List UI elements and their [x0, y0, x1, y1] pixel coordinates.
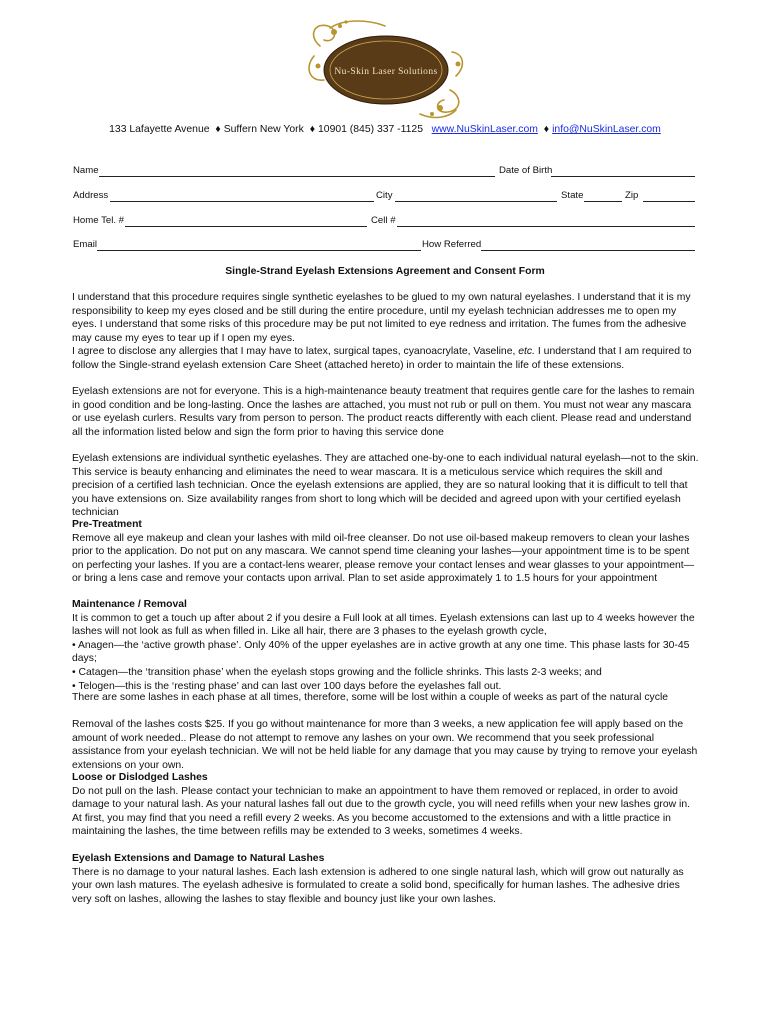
form-title: Single-Strand Eyelash Extensions Agreement and Consent Form [225, 266, 545, 277]
company-logo [300, 16, 470, 122]
cell-field[interactable] [397, 226, 695, 227]
email-link[interactable]: info@NuSkinLaser.com [552, 124, 661, 135]
paragraph-individual-lashes [72, 452, 700, 520]
zip-field[interactable] [643, 201, 695, 202]
section-text: There is no damage to your natural lashes. Each lash extension is adhered to one single natural lash, which will grow out naturally as your own lash matures. The eyelash adhesive is formulated to create a solid bond, specifically for human lashes. The adhesive dries very soft on lashes, allowing the lashes to stay flexible and bouncy just like your own lashes. [72, 866, 684, 905]
city-field[interactable] [395, 201, 557, 202]
email-field[interactable] [97, 250, 421, 251]
section-text: It is common to get a touch up after about 2 if you desire a Full look at all times. Eyelash extensions can last up to 4 weeks however the lashes will not look as full as when filled in. Like all hair, there are 3 phases to the eyelash growth cycle, [72, 612, 695, 638]
bullet-catagen: • Catagen—the ‘transition phase’ when the eyelash stops growing and the follicle shrinks. This lasts 2-3 weeks; and [72, 666, 602, 678]
how-referred-label: How Referred [422, 239, 482, 250]
diamond-separator: ♦ [543, 124, 550, 135]
paragraph-text: Eyelash extensions are not for everyone. This is a high-maintenance beauty treatment that requires gentle care for the lashes to remain in good condition and be long-lasting. Once the lashes are attached, you must not rub or pull on them. You must not wear any mascara or use eyelash curlers. Results vary from person to person. The product reacts differently with each client. Please read and understand all the information listed below and sign the form prior to having this service done [72, 386, 695, 438]
logo-graphic [300, 16, 470, 122]
state-field[interactable] [584, 201, 622, 202]
address-text: 133 Lafayette Avenue [109, 124, 210, 135]
zip-phone-text: 10901 (845) 337 -1125 [318, 124, 423, 135]
bullet-anagen: • Anagen—the ‘active growth phase’. Only 40% of the upper eyelashes are in active growth at any one time. This phase lasts for 30-45 days; [72, 639, 690, 665]
home-tel-field[interactable] [125, 226, 367, 227]
state-label: State [561, 190, 584, 201]
section-text: Do not pull on the lash. Please contact your technician to make an appointment to have them removed or replaced, in order to avoid damage to your natural lash. As your natural lashes fall out due to the growth cycle, you will need refills when your new lashes grow in. At first, you may find that you need a refill every 2 weeks. As you become accustomed to the extensions and with a little practice in maintaining the lashes, the time between refills may be extended to 3 weeks, sometimes 4 weeks. [72, 785, 690, 838]
website-link[interactable]: www.NuSkinLaser.com [431, 124, 538, 135]
section-heading: Eyelash Extensions and Damage to Natural Lashes [72, 853, 325, 864]
city-text: Suffern New York [223, 124, 304, 135]
section-heading: Pre-Treatment [72, 519, 142, 530]
paragraph-text: Eyelash extensions are individual synthetic eyelashes. They are attached one-by-one to each individual natural eyelash—not to the skin. This service is beauty enhancing and eliminates the need to wear mascara. It is a meticulous service which requires the skill and precision of a certified lash technician. Once the eyelash extensions are applied, they are so natural looking that it is difficult to tell that you have extensions on. Size availability ranges from short to long which will be decided and agreed upon with your certified eyelash technician [72, 453, 699, 519]
name-field[interactable] [99, 176, 495, 177]
address-row [73, 190, 695, 204]
address-field[interactable] [110, 201, 374, 202]
zip-label: Zip [625, 190, 639, 201]
contact-line [0, 124, 770, 135]
diamond-separator: ♦ [309, 124, 316, 135]
phone-row [73, 215, 695, 229]
name-dob-row [73, 165, 695, 179]
how-referred-field[interactable] [481, 250, 695, 251]
paragraph-text: I understand that this procedure requires single synthetic eyelashes to be glued to my own natural eyelashes. I understand that it is my responsibility to keep my eyes closed and be still during the entire procedure, until my eyelash technician addresses me to open my eyes. I understand that some risks of this procedure may be put not limited to eye redness and irritation. The fumes from the adhesive may cause my eyes to tear up if I open my eyes. [72, 292, 691, 344]
email-label: Email [73, 239, 97, 250]
allergies-text-b: I understand that I am required to follow the Single-strand eyelash extension Care Sheet (attached hereto) in order to maintain the life of these extensions. [72, 346, 692, 371]
section-heading: Loose or Dislodged Lashes [72, 772, 208, 783]
section-loose-lashes [72, 771, 700, 839]
section-heading: Maintenance / Removal [72, 599, 187, 610]
section-text: There are some lashes in each phase at all times, therefore, some will be lost within a couple of weeks as part of the natural cycle [72, 692, 669, 703]
name-label: Name [73, 165, 99, 176]
bullet-telogen: • Telogen—this is the ‘resting phase’ and can last over 100 days before the eyelashes fall out. [72, 680, 502, 692]
paragraph-not-for-everyone [72, 385, 700, 439]
cell-label: Cell # [371, 215, 396, 226]
address-label: Address [73, 190, 109, 201]
section-maintenance [72, 598, 700, 693]
dob-field[interactable] [551, 176, 695, 177]
diamond-separator: ♦ [215, 124, 221, 135]
allergies-text-a: I agree to disclose any allergies that I may have to latex, surgical tapes, cyanoacrylate, Vaseline, [72, 346, 519, 357]
paragraph-removal [72, 718, 700, 772]
allergies-etc: etc. [518, 346, 536, 357]
paragraph-natural-cycle [72, 691, 700, 705]
section-text: Removal of the lashes costs $25. If you go without maintenance for more than 3 weeks, a new application fee will apply based on the amount of work needed.. Please do not attempt to remove any lashes on your own. We recommend that you seek professional assistance from your eyelash technician. We will not be held liable for any damage that you may cause by trying to remove your eyelash extensions on your own. [72, 719, 698, 771]
paragraph-consent [72, 291, 700, 345]
section-damage [72, 852, 700, 906]
section-text: Remove all eye makeup and clean your lashes with mild oil-free cleanser. Do not use oil-based makeup removers to clean your lashes prior to the application. Do not put on any mascara. We cannot spend time cleaning your lashes—your appointment time is to be spent on perfecting your lashes. If you are a contact-lens wearer, please remove your contact lenses and wear glasses to your appointment—or bring a lens case and remove your contacts upon arrival. Plan to set aside approximately 1 to 1.5 hours for your appointment [72, 532, 695, 585]
section-pretreatment [72, 518, 700, 586]
city-label: City [376, 190, 393, 201]
home-tel-label: Home Tel. # [73, 215, 125, 226]
paragraph-text [72, 345, 700, 372]
dob-label: Date of Birth [499, 165, 553, 176]
paragraph-allergies [72, 345, 700, 372]
logo-text: Nu-Skin Laser Solutions [334, 67, 438, 77]
email-referred-row [73, 239, 695, 253]
